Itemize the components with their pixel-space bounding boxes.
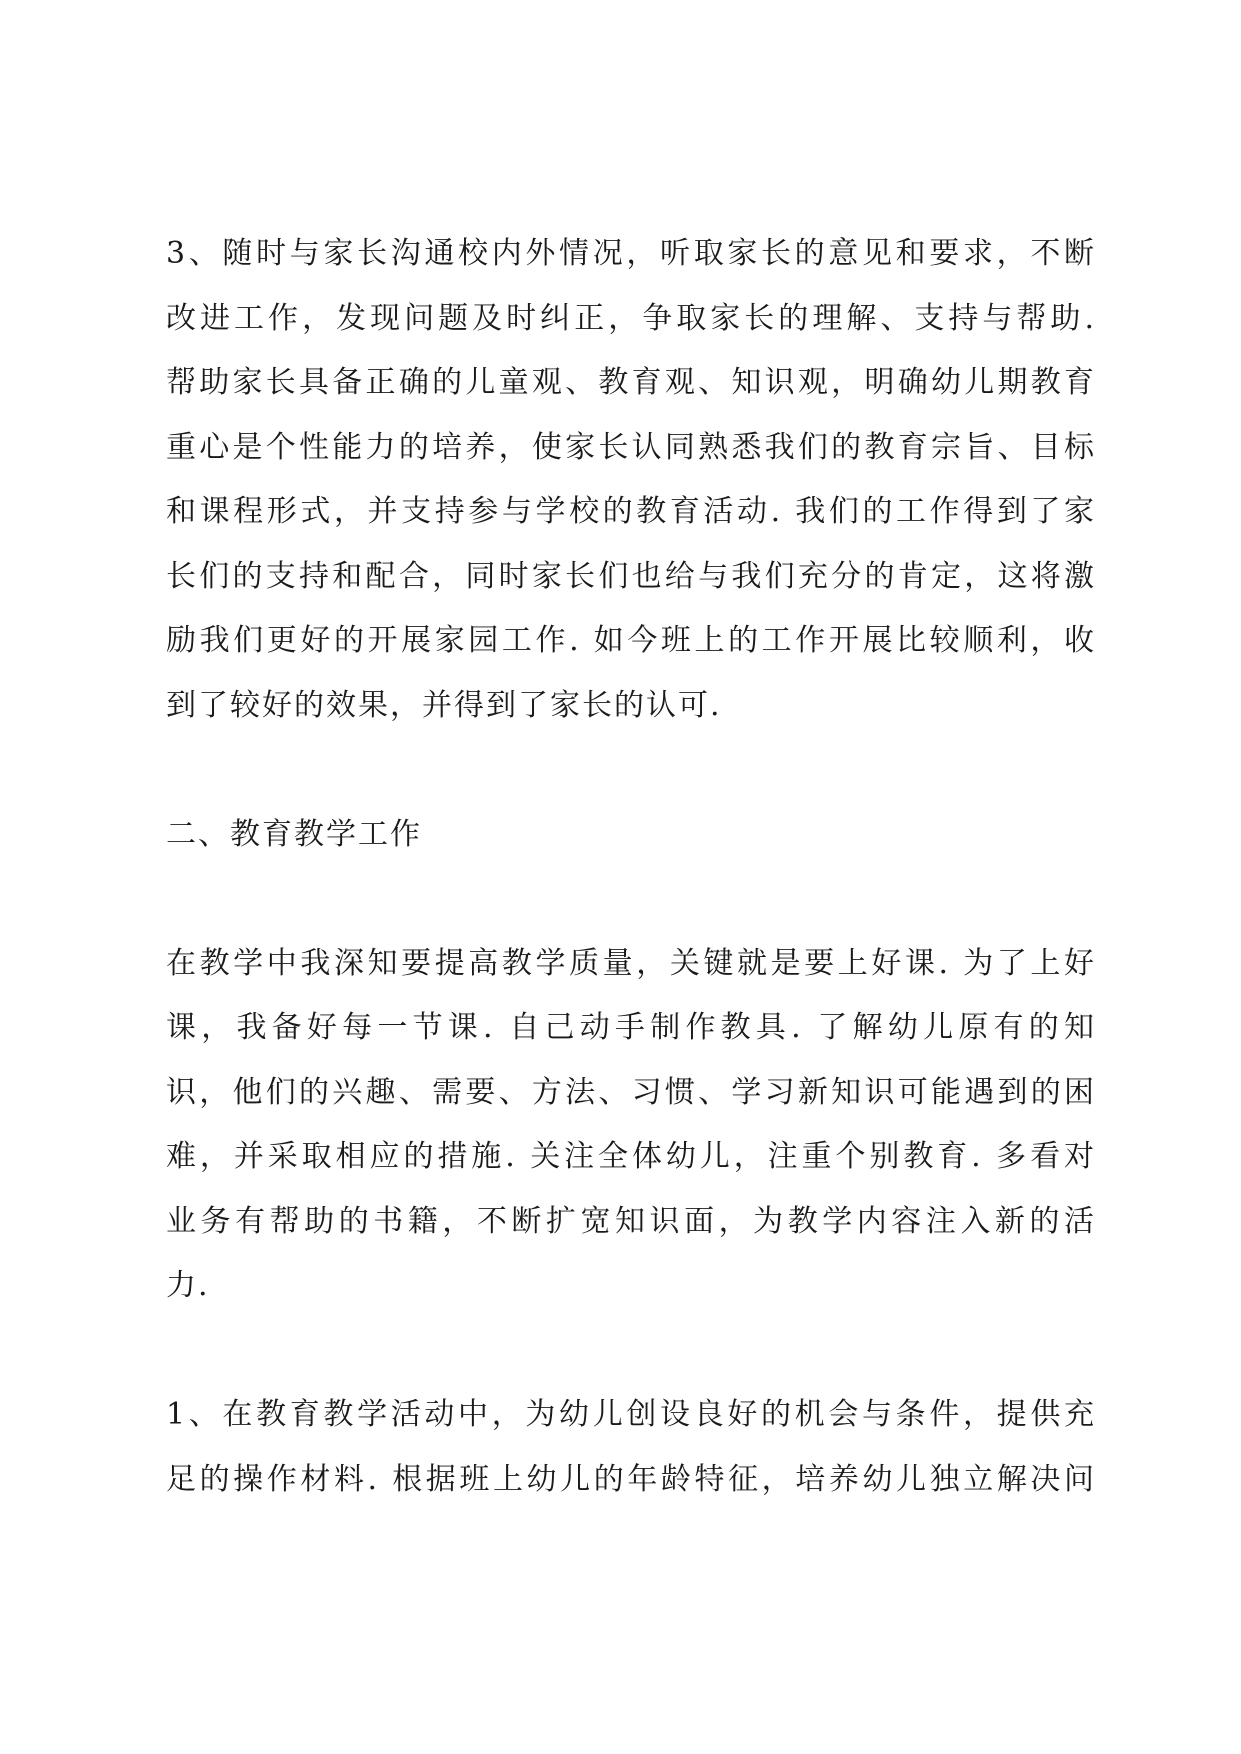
- section-heading: [166, 803, 1096, 868]
- text-line: 业务有帮助的书籍，不断扩宽知识面，为教学内容注入新的活: [166, 1203, 1096, 1239]
- text-line: 重心是个性能力的培养，使家长认同熟悉我们的教育宗旨、目标: [166, 429, 1096, 465]
- text-line: 励我们更好的开展家园工作. 如今班上的工作开展比较顺利，收: [166, 623, 1096, 658]
- text-line: 和课程形式，并支持参与学校的教育活动. 我们的工作得到了家: [166, 494, 1096, 529]
- text-line: 识，他们的兴趣、需要、方法、习惯、学习新知识可能遇到的困: [166, 1074, 1096, 1110]
- text-line: 到了较好的效果，并得到了家长的认可.: [166, 687, 722, 723]
- document-body: [166, 222, 1096, 1512]
- text-line: 改进工作，发现问题及时纠正，争取家长的理解、支持与帮助.: [166, 300, 1096, 336]
- section-heading-text: 二、教育教学工作: [166, 816, 422, 852]
- paragraph-spacer: [166, 867, 1096, 932]
- paragraph-home-communication: [166, 222, 1096, 738]
- text-line: 帮助家长具备正确的儿童观、教育观、知识观，明确幼儿期教育: [166, 365, 1096, 400]
- paragraph-spacer: [166, 1319, 1096, 1384]
- paragraph-teaching-activities: [166, 1383, 1096, 1512]
- text-line: 3、随时与家长沟通校内外情况，听取家长的意见和要求，不断: [166, 236, 1096, 271]
- paragraph-teaching-quality: [166, 932, 1096, 1319]
- text-line: 足的操作材料. 根据班上幼儿的年龄特征，培养幼儿独立解决问: [166, 1461, 1096, 1497]
- text-line: 在教学中我深知要提高教学质量，关键就是要上好课. 为了上好: [166, 945, 1096, 981]
- text-line: 课，我备好每一节课. 自己动手制作教具. 了解幼儿原有的知: [166, 1010, 1096, 1045]
- text-line: 力.: [166, 1268, 210, 1303]
- text-line: 长们的支持和配合，同时家长们也给与我们充分的肯定，这将激: [166, 558, 1096, 594]
- text-line: 难，并采取相应的措施. 关注全体幼儿，注重个别教育. 多看对: [166, 1139, 1096, 1174]
- text-line: 1、在教育教学活动中，为幼儿创设良好的机会与条件，提供充: [166, 1397, 1096, 1432]
- paragraph-spacer: [166, 738, 1096, 803]
